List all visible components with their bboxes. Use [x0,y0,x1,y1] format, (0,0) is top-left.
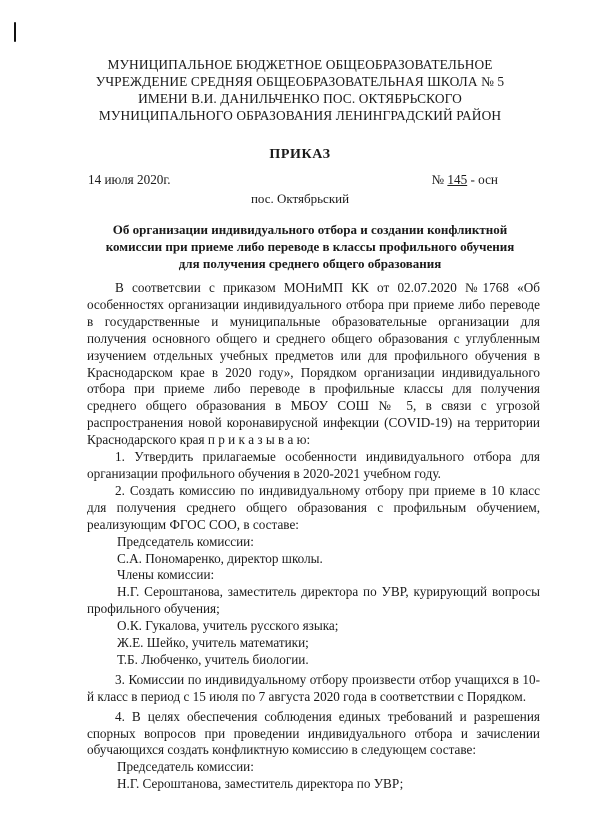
order-number-prefix: № [431,172,448,187]
date-number-row [88,172,498,188]
chair2-label: Председатель комиссии: [117,759,254,775]
chair2-name: Н.Г. Сероштанова, заместитель директора по УВР; [117,776,404,792]
pen-mark [14,22,16,42]
subject-line: Об организации индивидуального отбора и создании конфликтной [112,222,508,237]
org-line: МУНИЦИПАЛЬНОГО ОБРАЗОВАНИЯ ЛЕНИНГРАДСКИЙ РАЙОН [98,108,502,123]
intro-paragraph: В соответсвии с приказом МОНиМП КК от 02.07.2020 №1768 «Об особенностях организации индивидуального отбора при приеме либо переводе в государственные и муниципальные образовательные организации для получения основного общего и среднего общего образования с углубленным изучением отдельных учебных предметов или для профильного обучения в Краснодарском крае в 2020 году», Порядком организации индивидуального отбора при приеме либо переводе в профильные классы для получения среднего общего образования в МБОУ СОШ № 5, в связи с угрозой распространения новой коронавирусной инфекции (COVID-19) на территории Краснодарского края п р и к а з ы в а ю: [87,280,540,448]
place: пос. Октябрьский [250,191,350,206]
members-label: Члены комиссии: [117,567,215,583]
order-subject [80,221,540,272]
member-3: Ж.Е. Шейко, учитель математики; [117,635,309,651]
order-body [87,280,540,793]
order-number-value: 145 [447,172,468,187]
org-line: УЧРЕЖДЕНИЕ СРЕДНЯЯ ОБЩЕОБРАЗОВАТЕЛЬНАЯ ШКОЛА № 5 [95,74,505,89]
order-number-suffix: - осн [467,172,498,187]
document-title: ПРИКАЗ [269,147,331,162]
chair-label: Председатель комиссии: [117,533,254,549]
order-number [432,172,499,188]
item-2: 2. Создать комиссию по индивидуальному отбору при приеме в 10 класс для получения среднего общего образования с профильным обучением, реализующим ФГОС СОО, в составе: [87,482,540,532]
org-line: МУНИЦИПАЛЬНОЕ БЮДЖЕТНОЕ ОБЩЕОБРАЗОВАТЕЛЬНОЕ [107,57,493,72]
member-2: О.К. Гукалова, учитель русского языка; [117,618,339,634]
member-1: Н.Г. Сероштанова, заместитель директора по УВР, курирующий вопросы профильного обучения; [87,584,540,617]
subject-line: для получения среднего общего образования [178,256,442,271]
item-3: 3. Комиссии по индивидуальному отбору произвести отбор учащихся в 10-й класс в период с 15 июля по 7 августа 2020 года в соответствии с Порядком. [87,671,540,704]
chair-name: С.А. Пономаренко, директор школы. [117,550,323,566]
subject-line: комиссии при приеме либо переводе в классы профильного обучения [105,239,515,254]
org-line: ИМЕНИ В.И. ДАНИЛЬЧЕНКО ПОС. ОКТЯБРЬСКОГО [138,91,462,106]
item-4: 4. В целях обеспечения соблюдения единых требований и разрешения спорных вопросов при проведении индивидуального отбора и зачислении обучающихся создать конфликтную комиссию в следующем составе: [87,708,540,758]
member-4: Т.Б. Любченко, учитель биологии. [117,651,309,667]
order-date: 14 июля 2020г. [88,172,171,187]
organization-header [0,56,600,124]
item-1: 1. Утвердить прилагаемые особенности индивидуального отбора для организации профильного обучения в 2020-2021 учебном году. [87,449,540,481]
